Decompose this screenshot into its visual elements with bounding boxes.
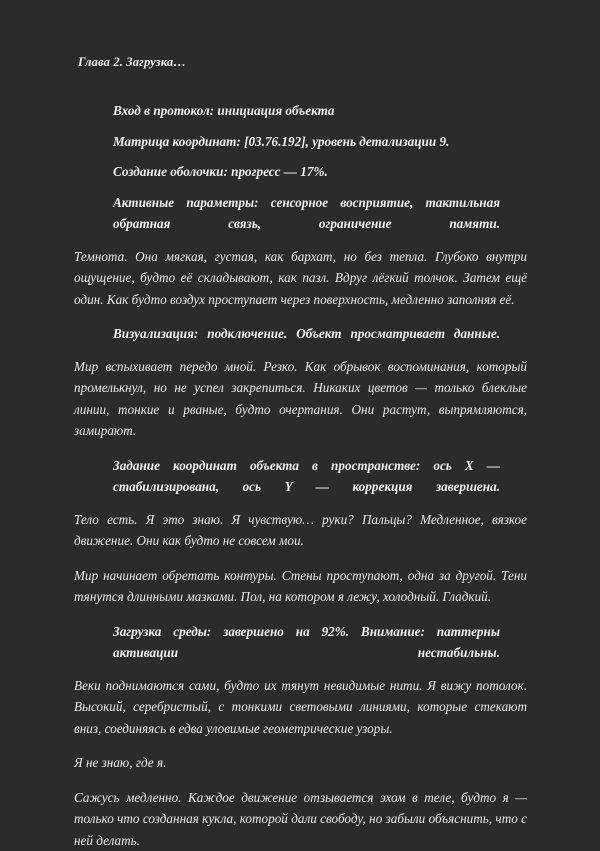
body-paragraph-4: Мир начинает обретать контуры. Стены проступают, одна за другой. Тени тянутся длинными мазками. Пол, на котором я лежу, холодный. Гладкий. [74,565,527,608]
body-paragraph-3: Тело есть. Я это знаю. Я чувствую… руки? Пальцы? Медленное, вязкое движение. Они как будто не совсем мои. [74,509,527,552]
chapter-heading: Глава 2. Загрузка… [78,55,186,70]
system-line-coordinate-matrix: Матрица координат: [03.76.192], уровень детализации 9. [74,131,527,153]
system-line-active-parameters: Активные параметры: сенсорное восприятие, тактильная обратная связь, ограничение памяти. [74,192,527,235]
body-paragraph-6: Я не знаю, где я. [74,752,527,774]
text-column [74,100,527,851]
system-line-protocol-entry: Вход в протокол: инициация объекта [74,100,527,122]
body-paragraph-7: Сажусь медленно. Каждое движение отзывается эхом в теле, будто я — только что созданная кукла, которой дали свободу, но забыли объяснить, что с ней делать. [74,787,527,851]
system-message-block-1 [74,100,527,235]
system-message-block-2: Визуализация: подключение. Объект просматривает данные. [74,323,527,345]
system-message-block-4: Загрузка среды: завершено на 92%. Внимание: паттерны активации нестабильны. [74,621,527,664]
body-paragraph-2: Мир вспыхивает передо мной. Резко. Как обрывок воспоминания, который промелькнул, но не успел закрепиться. Никаких цветов — только блеклые линии, тонкие и рваные, будто очертания. Они растут, выпрямляются, замирают. [74,356,527,442]
body-paragraph-1: Темнота. Она мягкая, густая, как бархат, но без тепла. Глубоко внутри ощущение, будто её складывают, как пазл. Вдруг лёгкий толчок. Затем ещё один. Как будто воздух проступает через поверхность, медленно заполняя её. [74,246,527,311]
system-message-block-3: Задание координат объекта в пространстве: ось X — стабилизирована, ось Y — коррекция завершена. [74,455,527,498]
system-line-shell-progress: Создание оболочки: прогресс — 17%. [74,161,527,183]
body-paragraph-5: Веки поднимаются сами, будто их тянут невидимые нити. Я вижу потолок. Высокий, серебристый, с тонкими световыми линиями, которые стекают вниз, соединяясь в едва уловимые геометрические узоры. [74,675,527,740]
